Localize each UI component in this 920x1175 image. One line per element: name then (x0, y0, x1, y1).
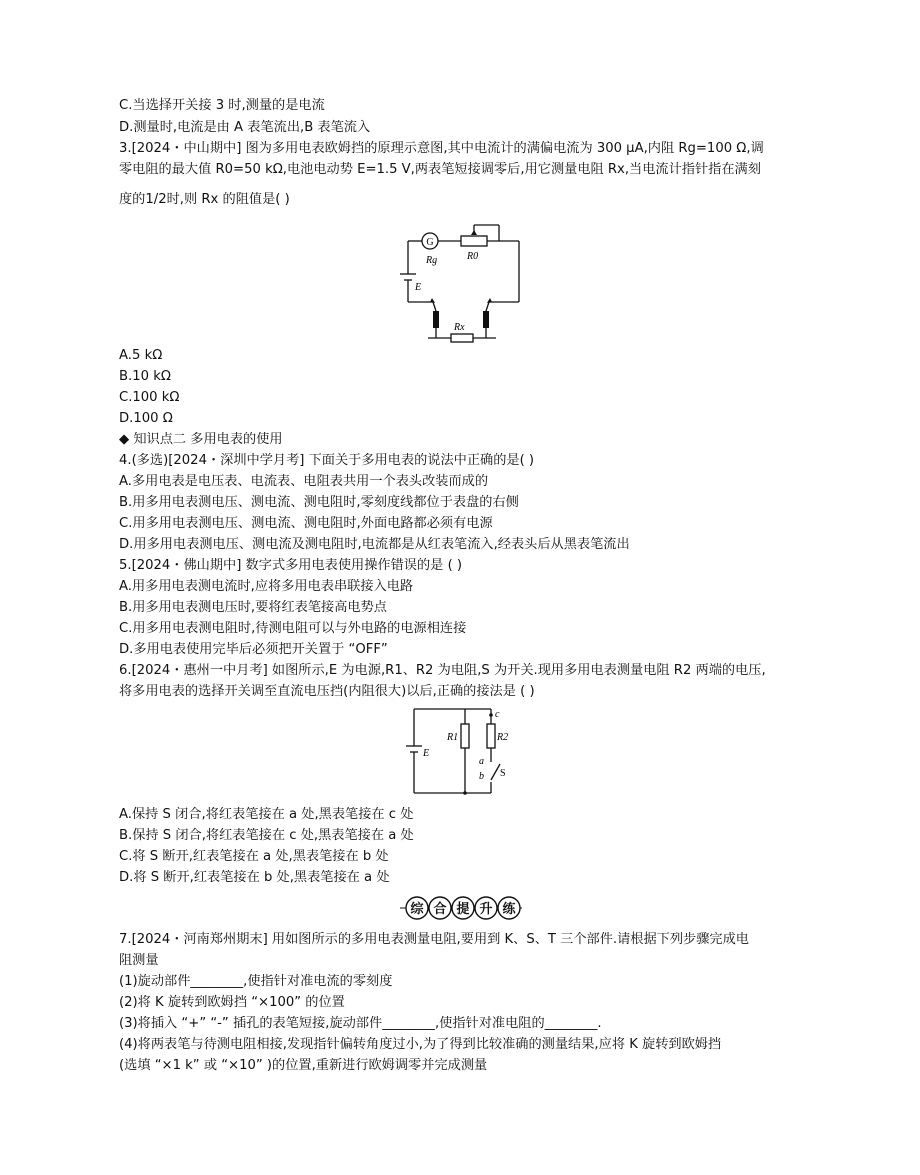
ohmmeter-circuit-diagram (398, 222, 528, 344)
q5-option-a: A.用多用电表测电流时,应将多用电表串联接入电路 (119, 579, 414, 594)
q4-option-b: B.用多用电表测电压、测电流、测电阻时,零刻度线都位于表盘的右侧 (119, 495, 519, 510)
q6-option-d: D.将 S 断开,红表笔接在 b 处,黑表笔接在 a 处 (119, 870, 390, 885)
q6-option-b: B.保持 S 闭合,将红表笔接在 c 处,黑表笔接在 a 处 (119, 828, 414, 843)
q4-option-d: D.用多用电表测电压、测电流及测电阻时,电流都是从红表笔流入,经表头后从黑表笔流出 (119, 537, 630, 552)
q6-option-c: C.将 S 断开,红表笔接在 a 处,黑表笔接在 b 处 (119, 849, 389, 864)
q4-stem: 4.(多选)[2024・深圳中学月考] 下面关于多用电表的说法中正确的是( ) (119, 453, 535, 468)
galvanometer-label: G (426, 237, 434, 248)
emf-label: E (415, 282, 422, 293)
q5-stem: 5.[2024・佛山期中] 数字式多用电表使用操作错误的是 ( ) (119, 558, 463, 573)
point-b-label: b (479, 771, 484, 782)
emf-label: E (423, 748, 430, 759)
q4-option-c: C.用多用电表测电压、测电流、测电阻时,外面电路都必须有电源 (119, 516, 493, 531)
rg-label: Rg (426, 255, 438, 266)
q7-step-2: (2)将 K 旋转到欧姆挡 “×100” 的位置 (119, 995, 345, 1010)
point-c-label: c (495, 709, 500, 720)
r1-r2-switch-circuit-diagram (403, 704, 518, 798)
q3-option-c: C.100 kΩ (119, 390, 180, 405)
switch-label: S (500, 768, 506, 779)
banner-char-5: 练 (502, 902, 516, 917)
q3-option-d: D.100 Ω (119, 411, 173, 426)
banner-char-2: 合 (433, 902, 447, 917)
q3-option-b: B.10 kΩ (119, 369, 171, 384)
banner-char-3: 提 (456, 902, 470, 917)
q7-stem-line1: 7.[2024・河南郑州期末] 用如图所示的多用电表测量电阻,要用到 K、S、T 三个部件.请根据下列步骤完成电 (119, 932, 749, 947)
point-a-label: a (479, 756, 484, 767)
r1-label: R1 (447, 732, 459, 743)
q6-stem-line1: 6.[2024・惠州一中月考] 如图所示,E 为电源,R1、R2 为电阻,S 为开关.现用多用电表测量电阻 R2 两端的电压, (119, 663, 766, 678)
q3-stem-line1: 3.[2024・中山期中] 图为多用电表欧姆挡的原理示意图,其中电流计的满偏电流为 300 μA,内阻 Rg=100 Ω,调 (119, 141, 764, 156)
q5-option-d: D.多用电表使用完毕后必须把开关置于 “OFF” (119, 642, 388, 657)
q6-option-a: A.保持 S 闭合,将红表笔接在 a 处,黑表笔接在 c 处 (119, 807, 414, 822)
q6-stem-line2: 将多用电表的选择开关调至直流电压挡(内阻很大)以后,正确的接法是 ( ) (119, 684, 535, 699)
q2-option-d: D.测量时,电流是由 A 表笔流出,B 表笔流入 (119, 120, 371, 135)
q3-option-a: A.5 kΩ (119, 348, 163, 363)
q7-step-4-line2: (选填 “×1 k” 或 “×10” )的位置,重新进行欧姆调零并完成测量 (119, 1058, 488, 1073)
banner-char-1: 综 (410, 902, 424, 917)
q2-option-c: C.当选择开关接 3 时,测量的是电流 (119, 98, 325, 113)
section-heading-knowledge-point-2: ◆ 知识点二 多用电表的使用 (119, 432, 283, 447)
r0-label: R0 (467, 251, 479, 262)
q5-option-c: C.用多用电表测电阻时,待测电阻可以与外电路的电源相连接 (119, 621, 467, 636)
comprehensive-practice-banner (400, 893, 522, 923)
q7-step-3: (3)将插入 “+” “-” 插孔的表笔短接,旋动部件________,使指针对准电阻的________. (119, 1016, 602, 1031)
banner-char-4: 升 (479, 902, 493, 917)
q5-option-b: B.用多用电表测电压时,要将红表笔接高电势点 (119, 600, 387, 615)
q3-stem-line2: 零电阻的最大值 R0=50 kΩ,电池电动势 E=1.5 V,两表笔短接调零后,用它测量电阻 Rx,当电流计指针指在满刻 (119, 162, 761, 177)
r2-label: R2 (497, 732, 509, 743)
q7-step-1: (1)旋动部件________,使指针对准电流的零刻度 (119, 974, 393, 989)
rx-label: Rx (454, 322, 465, 333)
q3-stem-line3: 度的1/2时,则 Rx 的阻值是( ) (119, 192, 290, 207)
q7-step-4-line1: (4)将两表笔与待测电阻相接,发现指针偏转角度过小,为了得到比较准确的测量结果,应将 K 旋转到欧姆挡 (119, 1037, 722, 1052)
q7-stem-line2: 阻测量 (119, 953, 159, 968)
q4-option-a: A.多用电表是电压表、电流表、电阻表共用一个表头改装而成的 (119, 474, 489, 489)
